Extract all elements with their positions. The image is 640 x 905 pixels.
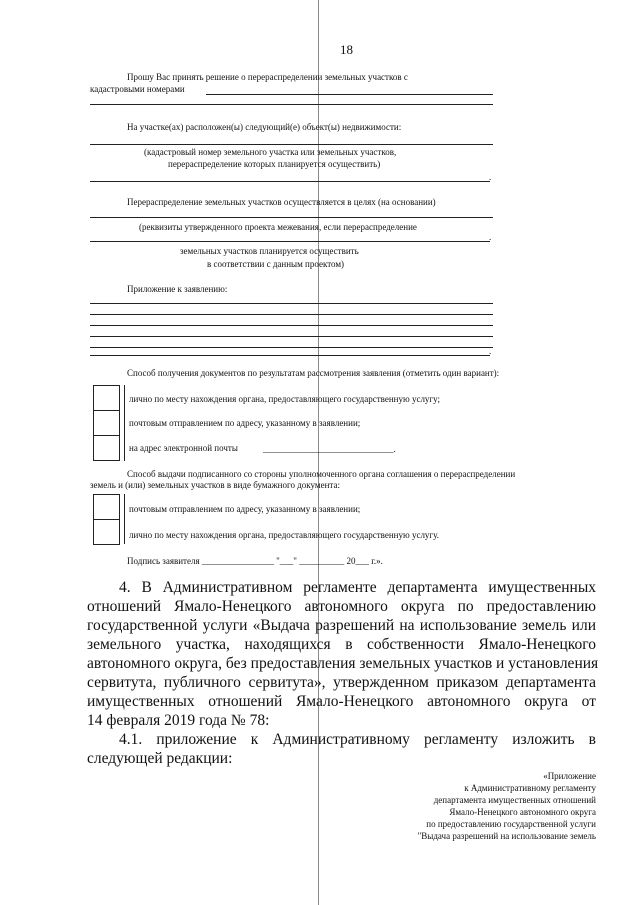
annex-header-line-5: по предоставлению государственной услуги: [426, 819, 596, 829]
receive-option-checkbox-3[interactable]: [93, 435, 120, 461]
annex-line-5[interactable]: [90, 347, 493, 348]
cadastral-numbers-blank[interactable]: [206, 94, 493, 95]
email-field[interactable]: _____________________________.: [263, 444, 396, 454]
paragraph-4-line-7: имущественных отношений Ямало-Ненецкого автономного округа от: [87, 693, 596, 710]
issue-options-divider: [124, 494, 125, 544]
issue-option-checkbox-1[interactable]: [93, 494, 120, 520]
annex-header-line-6: "Выдача разрешений на использование земель: [417, 831, 596, 841]
request-cadastral-label: кадастровыми номерами: [90, 84, 185, 94]
line-end-dot: .: [489, 232, 492, 242]
paragraph-4-1-line-2: следующей редакции:: [87, 750, 233, 767]
issue-method-label: Способ выдачи подписанного со стороны уполномоченного органа соглашения о перераспределении: [127, 469, 516, 479]
paragraph-4-line-2: отношений Ямало-Ненецкого автономного округа по предоставлению: [87, 598, 596, 615]
annex-header-line-2: к Административному регламенту: [464, 783, 596, 793]
requisites-blank[interactable]: [90, 241, 490, 242]
redistribution-text: Перераспределение земельных участков осуществляется в целях (на основании): [127, 197, 436, 207]
annex-line-1[interactable]: [90, 303, 493, 304]
paragraph-4-line-4: земельного участка, находящихся в собственности Ямало-Ненецкого: [87, 636, 596, 653]
cadastral-hint-2: перераспределение которых планируется осуществить): [168, 159, 381, 169]
paragraph-4-line-1: 4. В Административном регламенте департамента имущественных: [119, 579, 596, 596]
located-objects-text: На участке(ах) расположен(ы) следующий(е) объект(ы) недвижимости:: [127, 122, 402, 132]
receive-option-1: лично по месту нахождения органа, предоставляющего государственную услугу;: [129, 394, 441, 404]
receive-method-label: Способ получения документов по результатам рассмотрения заявления (отметить один вариант):: [127, 368, 500, 378]
issue-option-1: почтовым отправлением по адресу, указанному в заявлении;: [129, 504, 361, 514]
issue-option-2: лично по месту нахождения органа, предоставляющего государственную услугу.: [129, 530, 439, 540]
request-text: Прошу Вас принять решение о перераспределении земельных участков с: [127, 72, 408, 82]
paragraph-4-line-6: сервитута, публичного сервитута», утвержденном приказом департамента: [87, 674, 596, 691]
issue-method-label-2: земель и (или) земельных участков в виде бумажного документа:: [90, 480, 340, 490]
annex-line-2[interactable]: [90, 314, 493, 315]
annex-header-line-3: департамента имущественных отношений: [433, 795, 596, 805]
receive-option-checkbox-1[interactable]: [93, 385, 120, 411]
requisites-hint-2: земельных участков планируется осуществить: [180, 246, 359, 256]
receive-options-divider: [124, 385, 125, 461]
paragraph-4-line-8: 14 февраля 2019 года № 78:: [87, 712, 270, 729]
signature-line[interactable]: Подпись заявителя ________________ "___" __________ 20___ г.».: [127, 556, 383, 566]
paragraph-4-line-5: автономного округа, без предоставления земельных участков и установления: [87, 655, 599, 672]
line-end-dot: .: [489, 346, 492, 356]
paragraph-4-1-line-1: 4.1. приложение к Административному регламенту изложить в: [119, 731, 596, 748]
annex-line-4[interactable]: [90, 336, 493, 337]
receive-option-checkbox-2[interactable]: [93, 410, 120, 436]
cadastral-blank-line[interactable]: [90, 181, 490, 182]
line-end-dot: .: [489, 172, 492, 182]
paragraph-4-line-3: государственной услуги «Выдача разрешений на использование земель или: [87, 617, 596, 634]
issue-option-checkbox-2[interactable]: [93, 519, 120, 545]
receive-option-3: на адрес электронной почты: [129, 443, 238, 453]
annex-header-line-1: «Приложение: [543, 771, 596, 781]
cadastral-hint: (кадастровый номер земельного участка или земельных участков,: [144, 147, 397, 157]
redistribution-blank[interactable]: [90, 217, 493, 218]
page-number: 18: [340, 42, 353, 57]
annex-line-3[interactable]: [90, 325, 493, 326]
located-objects-blank[interactable]: [90, 144, 493, 145]
receive-option-2: почтовым отправлением по адресу, указанному в заявлении;: [129, 418, 361, 428]
annex-header-line-4: Ямало-Ненецкого автономного округа: [449, 807, 596, 817]
annex-label: Приложение к заявлению:: [127, 284, 228, 294]
requisites-hint-3: в соответствии с данным проектом): [207, 259, 345, 269]
request-blank-line[interactable]: [90, 104, 493, 105]
requisites-hint: (реквизиты утвержденного проекта межевания, если перераспределение: [139, 222, 417, 232]
annex-line-6[interactable]: [90, 355, 490, 356]
